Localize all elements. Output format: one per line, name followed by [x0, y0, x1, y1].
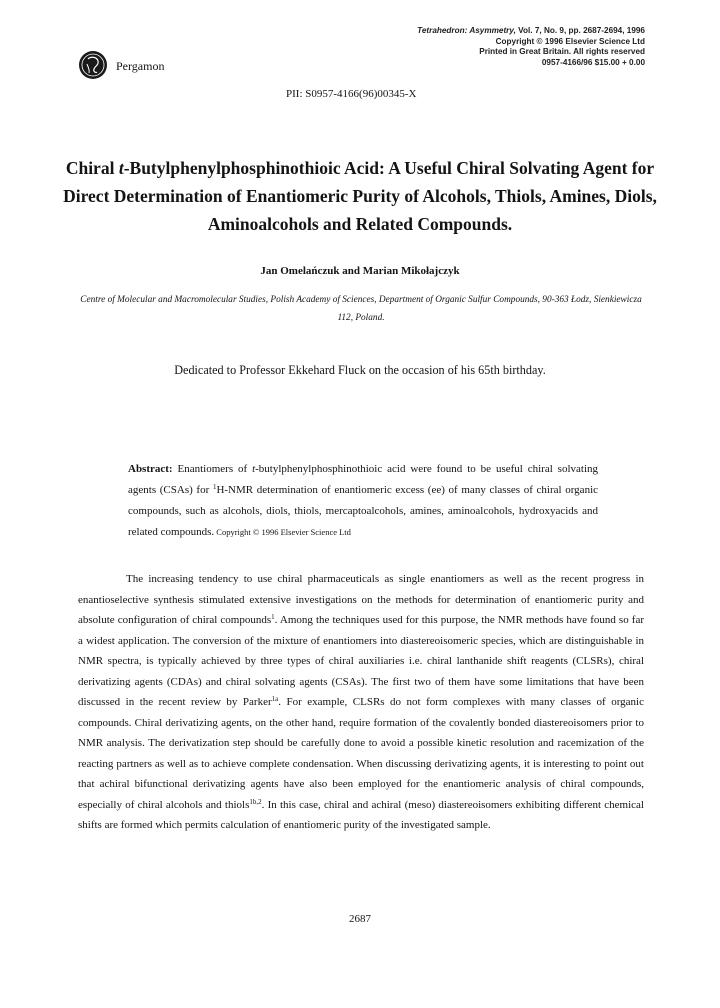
page-number: 2687: [349, 913, 371, 925]
copyright-line: Copyright © 1996 Elsevier Science Ltd: [495, 36, 645, 46]
title-part-1: Chiral: [65, 158, 119, 178]
abstract-text-1: Enantiomers of: [172, 463, 253, 475]
abstract-superscript: 1: [212, 483, 217, 491]
body-text-2: . Among the techniques used for this purpose, the NMR methods have found so far a widest application. The conversion of the mixture of enantiomers into diastereoisomeric species, which are distinguishable in NMR spectra, is typically achieved by three types of chiral auxiliaries i.e. chiral lanthanide shift reagents (CLSRs), chiral derivatizing agents (CDAs) and chiral solvating agents (CSAs). The first two of them have some limitations that have been discussed in the recent review by Parker: [78, 614, 644, 708]
abstract: [128, 459, 598, 543]
reference-2: 1a: [271, 695, 279, 703]
volume-pages: Vol. 7, No. 9, pp. 2687-2694, 1996: [518, 26, 645, 35]
printed-line: Printed in Great Britain. All rights reserved: [479, 47, 645, 56]
body-paragraph: [78, 569, 644, 836]
publisher-logo-icon: [78, 50, 108, 80]
publisher-name: Pergamon: [116, 59, 165, 73]
pii-identifier: PII: S0957-4166(96)00345-X: [286, 88, 417, 100]
journal-citation: [417, 26, 645, 68]
abstract-label: Abstract:: [128, 463, 173, 475]
paper-title: [60, 154, 660, 238]
abstract-text-3: H-NMR determination of enantiomeric excess (ee) of many classes of chiral organic compounds, such as alcohols, diols, thiols, mercaptoalcohols, amines, aminoalcohols, hydroxyacids and related compounds.: [128, 484, 599, 538]
authors: Jan Omelańczuk and Marian Mikołajczyk: [260, 265, 460, 277]
reference-1: 1: [271, 613, 275, 621]
body-text-1: The increasing tendency to use chiral pharmaceuticals as single enantiomers as well as the recent progress in enantioselective synthesis stimulated extensive investigations on the methods for determination of enantiomeric purity and absolute configuration of chiral compounds: [78, 573, 644, 626]
title-part-2: -Butylphenylphosphinothioic Acid: A Useful Chiral Solvating Agent for Direct Determination of Enantiomeric Purity of Alcohols, Thiols, Amines, Diols, Aminoalcohols and Related Compounds.: [63, 158, 657, 234]
title-italic-t: t: [118, 158, 124, 178]
dedication: Dedicated to Professor Ekkehard Fluck on the occasion of his 65th birthday.: [174, 363, 546, 377]
body-text-3: . For example, CLSRs do not form complexes with many classes of organic compounds. Chiral derivatizing agents, on the other hand, require formation of the covalently bonded diastereoisomers prior to NMR analysis. The derivatization step should be carefully done to avoid a possible kinetic resolution and racemization of the reacting partners as well as to achieve complete condensation. When discussing derivatizing agents, it is interesting to point out that achiral bifunctional derivatizing agents have also been employed for the enantiomeric analysis of chiral compounds, especially of chiral alcohols and thiols: [78, 696, 644, 811]
price-line: 0957-4166/96 $15.00 + 0.00: [541, 57, 645, 67]
abstract-text-2: -butylphenylphosphinothioic acid were found to be useful chiral solvating agents (CSAs) for: [128, 463, 598, 496]
abstract-copyright: Copyright © 1996 Elsevier Science Ltd: [214, 527, 351, 537]
affiliation: Centre of Molecular and Macromolecular Studies, Polish Academy of Sciences, Department of Organic Sulfur Compounds, 90-363 Łodz, Sienkiewicza 112, Poland.: [80, 295, 642, 323]
abstract-italic-t: t: [252, 463, 256, 475]
journal-name: Tetrahedron: Asymmetry,: [417, 26, 516, 35]
reference-3: 1b,2: [249, 797, 262, 806]
body-text-4: . In this case, chiral and achiral (meso) diastereoisomers exhibiting different chemical shifts are formed which permits calculation of enantiomeric purity of the investigated sample.: [78, 798, 644, 831]
